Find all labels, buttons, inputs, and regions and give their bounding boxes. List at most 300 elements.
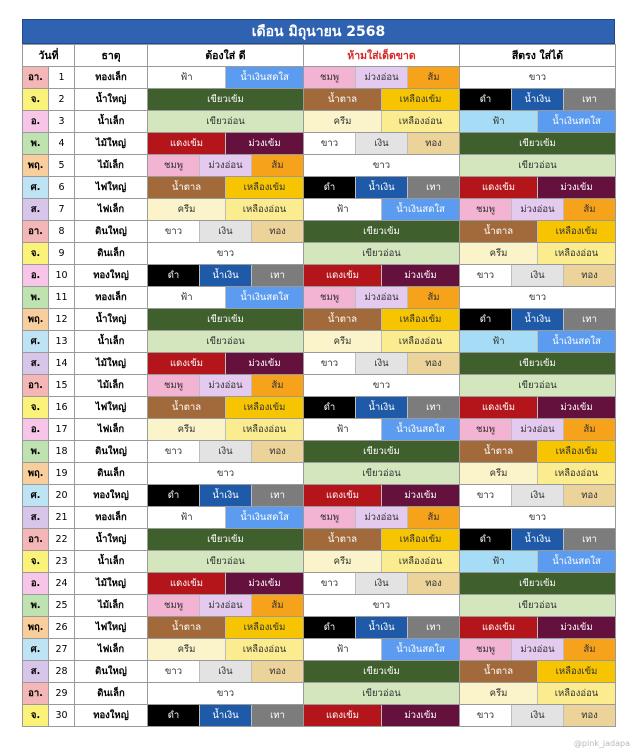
- color-swatch: ส้ม: [251, 155, 303, 176]
- color-swatch: เขียวอ่อน: [460, 155, 615, 176]
- color-swatch: ม่วงอ่อน: [355, 67, 407, 88]
- color-swatch: ฟ้า: [148, 287, 225, 308]
- color-swatch: เหลืองอ่อน: [381, 331, 459, 352]
- table-row: [23, 199, 616, 221]
- element-name: ไฟใหญ่: [75, 177, 148, 199]
- color-swatch: ม่วงเข้ม: [537, 617, 615, 638]
- bad-colors-cell: [304, 397, 460, 419]
- color-swatch: เขียวเข้ม: [148, 529, 303, 550]
- bad-colors-cell: [304, 309, 460, 331]
- color-swatch: เขียวอ่อน: [460, 375, 615, 396]
- ok-colors-cell: [460, 397, 616, 419]
- watermark: @pink_jadapa: [573, 739, 630, 748]
- day-abbr: จ.: [23, 397, 49, 419]
- element-name: ดินเล็ก: [75, 463, 148, 485]
- bad-colors-cell: [304, 199, 460, 221]
- good-colors-cell: [148, 705, 304, 727]
- color-swatch: แดงเข้ม: [460, 177, 537, 198]
- color-swatch: เทา: [251, 705, 303, 726]
- day-number: 29: [49, 683, 75, 705]
- color-swatch: เงิน: [199, 221, 251, 242]
- day-abbr: ส.: [23, 353, 49, 375]
- color-swatch: ฟ้า: [148, 67, 225, 88]
- day-number: 25: [49, 595, 75, 617]
- color-swatch: เทา: [563, 309, 615, 330]
- bad-colors-cell: [304, 67, 460, 89]
- bad-colors-cell: [304, 265, 460, 287]
- color-swatch: น้ำตาล: [304, 309, 381, 330]
- ok-colors-cell: [460, 617, 616, 639]
- color-swatch: น้ำเงิน: [355, 397, 407, 418]
- day-number: 22: [49, 529, 75, 551]
- color-swatch: ขาว: [148, 221, 199, 242]
- color-swatch: แดงเข้ม: [304, 485, 381, 506]
- day-abbr: พ.: [23, 595, 49, 617]
- bad-colors-cell: [304, 463, 460, 485]
- bad-colors-cell: [304, 287, 460, 309]
- day-number: 8: [49, 221, 75, 243]
- element-name: ทองเล็ก: [75, 67, 148, 89]
- bad-colors-cell: [304, 331, 460, 353]
- good-colors-cell: [148, 463, 304, 485]
- color-swatch: ครีม: [304, 111, 381, 132]
- bad-colors-cell: [304, 551, 460, 573]
- color-swatch: ดำ: [460, 309, 511, 330]
- color-swatch: ดำ: [304, 177, 355, 198]
- color-swatch: เขียวอ่อน: [304, 243, 459, 264]
- color-swatch: ครีม: [460, 683, 537, 704]
- day-abbr: ส.: [23, 199, 49, 221]
- bad-colors-cell: [304, 353, 460, 375]
- day-abbr: อา.: [23, 375, 49, 397]
- color-swatch: ม่วงเข้ม: [381, 265, 459, 286]
- table-row: [23, 221, 616, 243]
- bad-colors-cell: [304, 639, 460, 661]
- color-swatch: ชมพู: [460, 639, 511, 660]
- good-colors-cell: [148, 155, 304, 177]
- color-swatch: เขียวเข้ม: [304, 221, 459, 242]
- color-swatch: เงิน: [511, 265, 563, 286]
- header-forbidden: ห้ามใส่เด็ดขาด: [304, 45, 460, 67]
- color-swatch: เหลืองอ่อน: [381, 551, 459, 572]
- day-abbr: พฤ.: [23, 155, 49, 177]
- color-swatch: น้ำเงินสดใส: [225, 67, 303, 88]
- day-number: 10: [49, 265, 75, 287]
- color-swatch: ม่วงเข้ม: [225, 353, 303, 374]
- table-row: [23, 133, 616, 155]
- day-number: 4: [49, 133, 75, 155]
- element-name: ดินเล็ก: [75, 243, 148, 265]
- color-swatch: ดำ: [460, 89, 511, 110]
- bad-colors-cell: [304, 375, 460, 397]
- element-name: ดินใหญ่: [75, 221, 148, 243]
- element-name: ทองใหญ่: [75, 705, 148, 727]
- ok-colors-cell: [460, 155, 616, 177]
- color-swatch: เงิน: [199, 661, 251, 682]
- element-name: น้ำใหญ่: [75, 89, 148, 111]
- color-swatch: เหลืองเข้ม: [381, 529, 459, 550]
- day-abbr: อา.: [23, 221, 49, 243]
- good-colors-cell: [148, 221, 304, 243]
- element-name: ไม้เล็ก: [75, 155, 148, 177]
- color-swatch: เขียวเข้ม: [460, 353, 615, 374]
- ok-colors-cell: [460, 331, 616, 353]
- table-row: [23, 243, 616, 265]
- bad-colors-cell: [304, 683, 460, 705]
- ok-colors-cell: [460, 683, 616, 705]
- day-abbr: พฤ.: [23, 309, 49, 331]
- color-swatch: แดงเข้ม: [148, 353, 225, 374]
- color-swatch: ทอง: [251, 441, 303, 462]
- day-number: 13: [49, 331, 75, 353]
- good-colors-cell: [148, 133, 304, 155]
- day-number: 11: [49, 287, 75, 309]
- table-row: [23, 705, 616, 727]
- color-swatch: ม่วงอ่อน: [199, 595, 251, 616]
- color-swatch: น้ำเงินสดใส: [381, 639, 459, 660]
- color-swatch: ขาว: [460, 67, 615, 88]
- table-row: [23, 639, 616, 661]
- good-colors-cell: [148, 67, 304, 89]
- day-number: 21: [49, 507, 75, 529]
- color-swatch: น้ำตาล: [148, 617, 225, 638]
- color-swatch: ม่วงอ่อน: [511, 199, 563, 220]
- ok-colors-cell: [460, 639, 616, 661]
- day-number: 7: [49, 199, 75, 221]
- color-swatch: ม่วงเข้ม: [381, 485, 459, 506]
- day-number: 26: [49, 617, 75, 639]
- color-swatch: น้ำตาล: [148, 397, 225, 418]
- ok-colors-cell: [460, 243, 616, 265]
- color-swatch: เหลืองอ่อน: [225, 639, 303, 660]
- color-swatch: น้ำเงินสดใส: [381, 419, 459, 440]
- ok-colors-cell: [460, 419, 616, 441]
- good-colors-cell: [148, 199, 304, 221]
- color-swatch: ส้ม: [563, 639, 615, 660]
- color-swatch: ทอง: [563, 485, 615, 506]
- color-swatch: เหลืองอ่อน: [537, 243, 615, 264]
- color-swatch: ฟ้า: [304, 419, 381, 440]
- color-swatch: เทา: [407, 177, 459, 198]
- color-swatch: ทอง: [407, 353, 459, 374]
- day-abbr: พฤ.: [23, 463, 49, 485]
- color-swatch: แดงเข้ม: [460, 617, 537, 638]
- bad-colors-cell: [304, 243, 460, 265]
- day-abbr: อา.: [23, 529, 49, 551]
- table-row: [23, 89, 616, 111]
- color-swatch: ม่วงอ่อน: [511, 419, 563, 440]
- color-swatch: เหลืองอ่อน: [381, 111, 459, 132]
- color-swatch: เขียวอ่อน: [148, 551, 303, 572]
- ok-colors-cell: [460, 661, 616, 683]
- element-name: ดินใหญ่: [75, 441, 148, 463]
- bad-colors-cell: [304, 155, 460, 177]
- table-row: [23, 265, 616, 287]
- day-abbr: ส.: [23, 507, 49, 529]
- element-name: ไฟเล็ก: [75, 419, 148, 441]
- element-name: ไม้เล็ก: [75, 595, 148, 617]
- color-swatch: ม่วงอ่อน: [511, 639, 563, 660]
- bad-colors-cell: [304, 133, 460, 155]
- color-swatch: ชมพู: [460, 199, 511, 220]
- color-swatch: ดำ: [148, 705, 199, 726]
- day-abbr: ศ.: [23, 177, 49, 199]
- day-number: 15: [49, 375, 75, 397]
- day-number: 20: [49, 485, 75, 507]
- color-swatch: น้ำเงิน: [511, 529, 563, 550]
- table-row: [23, 529, 616, 551]
- color-swatch: ดำ: [148, 265, 199, 286]
- color-swatch: ขาว: [460, 705, 511, 726]
- header-row: [23, 45, 616, 67]
- color-swatch: เหลืองเข้ม: [381, 89, 459, 110]
- day-abbr: พฤ.: [23, 617, 49, 639]
- ok-colors-cell: [460, 485, 616, 507]
- element-name: น้ำเล็ก: [75, 551, 148, 573]
- ok-colors-cell: [460, 221, 616, 243]
- day-abbr: จ.: [23, 551, 49, 573]
- element-name: ทองใหญ่: [75, 485, 148, 507]
- color-swatch: ฟ้า: [460, 331, 537, 352]
- color-swatch: น้ำเงิน: [511, 309, 563, 330]
- day-number: 28: [49, 661, 75, 683]
- color-swatch: ม่วงเข้ม: [537, 177, 615, 198]
- header-ok: สีตรง ใส่ได้: [460, 45, 616, 67]
- color-swatch: เทา: [251, 485, 303, 506]
- color-swatch: เหลืองเข้ม: [537, 441, 615, 462]
- color-swatch: เหลืองอ่อน: [225, 419, 303, 440]
- bad-colors-cell: [304, 441, 460, 463]
- bad-colors-cell: [304, 595, 460, 617]
- color-swatch: น้ำเงิน: [199, 485, 251, 506]
- day-abbr: ศ.: [23, 331, 49, 353]
- color-swatch: เทา: [407, 397, 459, 418]
- ok-colors-cell: [460, 529, 616, 551]
- color-swatch: เหลืองเข้ม: [225, 397, 303, 418]
- day-number: 19: [49, 463, 75, 485]
- bad-colors-cell: [304, 221, 460, 243]
- color-swatch: ชมพู: [460, 419, 511, 440]
- color-swatch: เขียวอ่อน: [460, 595, 615, 616]
- color-swatch: เขียวเข้ม: [148, 309, 303, 330]
- good-colors-cell: [148, 309, 304, 331]
- day-abbr: อา.: [23, 683, 49, 705]
- good-colors-cell: [148, 551, 304, 573]
- ok-colors-cell: [460, 309, 616, 331]
- day-number: 24: [49, 573, 75, 595]
- color-swatch: ดำ: [304, 617, 355, 638]
- color-swatch: น้ำเงิน: [199, 265, 251, 286]
- table-row: [23, 111, 616, 133]
- color-swatch: เหลืองเข้ม: [537, 661, 615, 682]
- good-colors-cell: [148, 265, 304, 287]
- good-colors-cell: [148, 243, 304, 265]
- color-swatch: ขาว: [304, 595, 459, 616]
- color-swatch: ขาว: [304, 375, 459, 396]
- color-swatch: ทอง: [563, 705, 615, 726]
- day-abbr: ศ.: [23, 485, 49, 507]
- bad-colors-cell: [304, 111, 460, 133]
- color-swatch: ขาว: [148, 683, 303, 704]
- header-good: ต้องใส่ ดี: [148, 45, 304, 67]
- ok-colors-cell: [460, 287, 616, 309]
- color-swatch: ฟ้า: [304, 199, 381, 220]
- day-abbr: จ.: [23, 705, 49, 727]
- color-swatch: น้ำตาล: [460, 441, 537, 462]
- color-swatch: น้ำตาล: [460, 661, 537, 682]
- day-number: 5: [49, 155, 75, 177]
- bad-colors-cell: [304, 507, 460, 529]
- color-swatch: ส้ม: [251, 375, 303, 396]
- color-swatch: เขียวเข้ม: [304, 661, 459, 682]
- bad-colors-cell: [304, 419, 460, 441]
- good-colors-cell: [148, 353, 304, 375]
- color-swatch: เขียวอ่อน: [148, 331, 303, 352]
- table-row: [23, 573, 616, 595]
- color-swatch: ส้ม: [251, 595, 303, 616]
- day-abbr: ส.: [23, 661, 49, 683]
- color-swatch: เหลืองเข้ม: [381, 309, 459, 330]
- day-number: 1: [49, 67, 75, 89]
- day-number: 16: [49, 397, 75, 419]
- table-row: [23, 661, 616, 683]
- good-colors-cell: [148, 595, 304, 617]
- table-row: [23, 155, 616, 177]
- color-swatch: เงิน: [511, 705, 563, 726]
- color-swatch: แดงเข้ม: [148, 573, 225, 594]
- color-swatch: ม่วงอ่อน: [199, 155, 251, 176]
- color-swatch: เงิน: [199, 441, 251, 462]
- color-swatch: น้ำเงินสดใส: [225, 507, 303, 528]
- day-number: 2: [49, 89, 75, 111]
- color-swatch: เทา: [251, 265, 303, 286]
- day-abbr: พ.: [23, 133, 49, 155]
- color-calendar-sheet: [22, 19, 615, 727]
- good-colors-cell: [148, 89, 304, 111]
- color-swatch: ขาว: [304, 133, 355, 154]
- day-number: 23: [49, 551, 75, 573]
- color-swatch: ทอง: [407, 133, 459, 154]
- color-swatch: เขียวอ่อน: [148, 111, 303, 132]
- color-swatch: เทา: [407, 617, 459, 638]
- color-swatch: ชมพู: [304, 287, 355, 308]
- ok-colors-cell: [460, 705, 616, 727]
- color-swatch: ม่วงอ่อน: [199, 375, 251, 396]
- table-row: [23, 463, 616, 485]
- table-row: [23, 419, 616, 441]
- day-abbr: อ.: [23, 419, 49, 441]
- table-row: [23, 507, 616, 529]
- color-swatch: เงิน: [355, 573, 407, 594]
- color-swatch: เขียวเข้ม: [460, 573, 615, 594]
- good-colors-cell: [148, 441, 304, 463]
- color-swatch: ครีม: [148, 419, 225, 440]
- day-number: 30: [49, 705, 75, 727]
- color-swatch: ส้ม: [563, 199, 615, 220]
- color-swatch: น้ำเงินสดใส: [537, 111, 615, 132]
- element-name: น้ำเล็ก: [75, 111, 148, 133]
- color-swatch: แดงเข้ม: [304, 265, 381, 286]
- color-swatch: ชมพู: [304, 507, 355, 528]
- ok-colors-cell: [460, 551, 616, 573]
- day-abbr: อ.: [23, 265, 49, 287]
- good-colors-cell: [148, 639, 304, 661]
- color-swatch: เขียวอ่อน: [304, 683, 459, 704]
- color-swatch: เขียวเข้ม: [304, 441, 459, 462]
- good-colors-cell: [148, 661, 304, 683]
- ok-colors-cell: [460, 573, 616, 595]
- color-swatch: น้ำเงิน: [199, 705, 251, 726]
- color-swatch: ดำ: [148, 485, 199, 506]
- element-name: ไม้ใหญ่: [75, 573, 148, 595]
- color-swatch: เงิน: [511, 485, 563, 506]
- table-row: [23, 177, 616, 199]
- ok-colors-cell: [460, 199, 616, 221]
- ok-colors-cell: [460, 507, 616, 529]
- color-swatch: ครีม: [460, 243, 537, 264]
- bad-colors-cell: [304, 485, 460, 507]
- good-colors-cell: [148, 419, 304, 441]
- color-swatch: น้ำเงิน: [355, 177, 407, 198]
- ok-colors-cell: [460, 375, 616, 397]
- color-swatch: ฟ้า: [148, 507, 225, 528]
- day-number: 9: [49, 243, 75, 265]
- element-name: ไฟเล็ก: [75, 639, 148, 661]
- color-swatch: ม่วงเข้ม: [381, 705, 459, 726]
- color-swatch: ทอง: [251, 661, 303, 682]
- color-swatch: ขาว: [148, 463, 303, 484]
- color-swatch: ขาว: [460, 265, 511, 286]
- ok-colors-cell: [460, 177, 616, 199]
- day-abbr: จ.: [23, 243, 49, 265]
- color-swatch: ขาว: [460, 485, 511, 506]
- color-swatch: เงิน: [355, 133, 407, 154]
- color-swatch: แดงเข้ม: [148, 133, 225, 154]
- color-swatch: ขาว: [460, 287, 615, 308]
- day-abbr: อ.: [23, 111, 49, 133]
- color-swatch: ส้ม: [407, 67, 459, 88]
- table-row: [23, 331, 616, 353]
- element-name: น้ำเล็ก: [75, 331, 148, 353]
- good-colors-cell: [148, 529, 304, 551]
- color-swatch: ขาว: [148, 441, 199, 462]
- color-swatch: น้ำเงิน: [511, 89, 563, 110]
- table-row: [23, 353, 616, 375]
- element-name: ทองเล็ก: [75, 287, 148, 309]
- day-abbr: พ.: [23, 441, 49, 463]
- element-name: ไฟเล็ก: [75, 199, 148, 221]
- table-row: [23, 67, 616, 89]
- bad-colors-cell: [304, 705, 460, 727]
- color-swatch: เขียวเข้ม: [460, 133, 615, 154]
- good-colors-cell: [148, 617, 304, 639]
- table-row: [23, 397, 616, 419]
- element-name: น้ำใหญ่: [75, 309, 148, 331]
- ok-colors-cell: [460, 67, 616, 89]
- ok-colors-cell: [460, 463, 616, 485]
- color-swatch: ส้ม: [407, 507, 459, 528]
- day-number: 12: [49, 309, 75, 331]
- color-swatch: ชมพู: [148, 595, 199, 616]
- element-name: ไฟใหญ่: [75, 617, 148, 639]
- color-swatch: ขาว: [460, 507, 615, 528]
- bad-colors-cell: [304, 661, 460, 683]
- color-swatch: ขาว: [304, 155, 459, 176]
- color-swatch: เหลืองเข้ม: [225, 617, 303, 638]
- color-swatch: เหลืองเข้ม: [537, 221, 615, 242]
- color-swatch: ครีม: [304, 551, 381, 572]
- day-abbr: อา.: [23, 67, 49, 89]
